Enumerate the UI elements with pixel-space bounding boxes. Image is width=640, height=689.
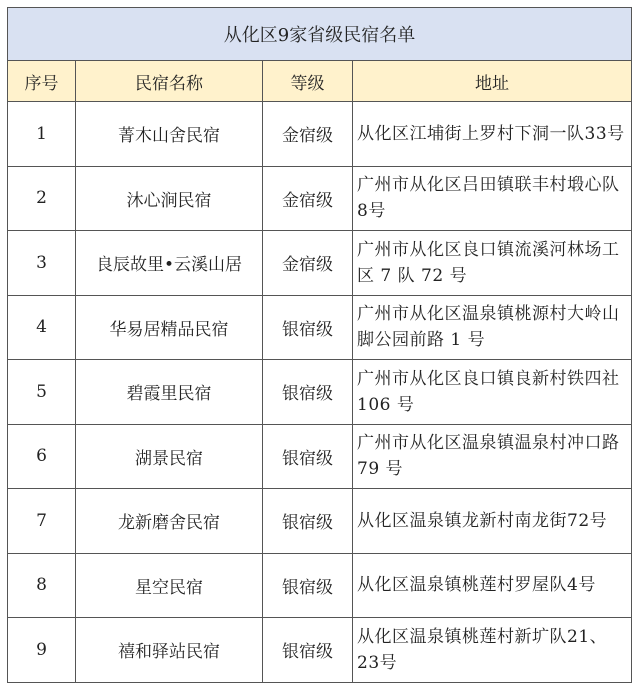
homestay-name: 沐心涧民宿 — [76, 166, 263, 231]
row-number: 8 — [8, 553, 76, 618]
row-number: 3 — [8, 231, 76, 296]
table-row — [8, 360, 632, 425]
row-number: 6 — [8, 424, 76, 489]
homestay-level: 金宿级 — [263, 231, 353, 296]
row-number: 7 — [8, 489, 76, 554]
row-number: 9 — [8, 618, 76, 683]
homestay-address: 广州市从化区温泉镇桃源村大岭山脚公园前路 1 号 — [353, 295, 632, 360]
homestay-address: 从化区江埔街上罗村下洞一队33号 — [353, 102, 632, 167]
header-no: 序号 — [8, 61, 76, 102]
row-number: 5 — [8, 360, 76, 425]
homestay-address: 广州市从化区良口镇良新村铁四社 106 号 — [353, 360, 632, 425]
homestay-name: 碧霞里民宿 — [76, 360, 263, 425]
header-row — [8, 61, 632, 102]
table-row — [8, 553, 632, 618]
table-row — [8, 231, 632, 296]
row-number: 2 — [8, 166, 76, 231]
table-row — [8, 102, 632, 167]
homestay-address: 从化区温泉镇桃莲村罗屋队4号 — [353, 553, 632, 618]
table-row — [8, 166, 632, 231]
table-row — [8, 489, 632, 554]
homestay-level: 金宿级 — [263, 166, 353, 231]
homestay-address: 从化区温泉镇龙新村南龙街72号 — [353, 489, 632, 554]
header-level: 等级 — [263, 61, 353, 102]
homestay-name: 良辰故里•云溪山居 — [76, 231, 263, 296]
homestay-level: 银宿级 — [263, 295, 353, 360]
table-row — [8, 618, 632, 683]
table-title: 从化区9家省级民宿名单 — [8, 8, 632, 61]
row-number: 1 — [8, 102, 76, 167]
homestay-address: 从化区温泉镇桃莲村新圹队21、23号 — [353, 618, 632, 683]
homestay-name: 禧和驿站民宿 — [76, 618, 263, 683]
table-row — [8, 424, 632, 489]
homestay-name: 菁木山舍民宿 — [76, 102, 263, 167]
homestay-level: 银宿级 — [263, 360, 353, 425]
table-row — [8, 295, 632, 360]
homestay-name: 星空民宿 — [76, 553, 263, 618]
header-address: 地址 — [353, 61, 632, 102]
homestay-name: 华易居精品民宿 — [76, 295, 263, 360]
header-name: 民宿名称 — [76, 61, 263, 102]
homestay-list-table — [7, 7, 632, 683]
homestay-level: 金宿级 — [263, 102, 353, 167]
homestay-level: 银宿级 — [263, 424, 353, 489]
homestay-level: 银宿级 — [263, 553, 353, 618]
homestay-name: 湖景民宿 — [76, 424, 263, 489]
homestay-address: 广州市从化区温泉镇温泉村冲口路 79 号 — [353, 424, 632, 489]
row-number: 4 — [8, 295, 76, 360]
homestay-level: 银宿级 — [263, 489, 353, 554]
homestay-address: 广州市从化区吕田镇联丰村塅心队 8号 — [353, 166, 632, 231]
homestay-name: 龙新磨舍民宿 — [76, 489, 263, 554]
homestay-level: 银宿级 — [263, 618, 353, 683]
homestay-address: 广州市从化区良口镇流溪河林场工区 7 队 72 号 — [353, 231, 632, 296]
